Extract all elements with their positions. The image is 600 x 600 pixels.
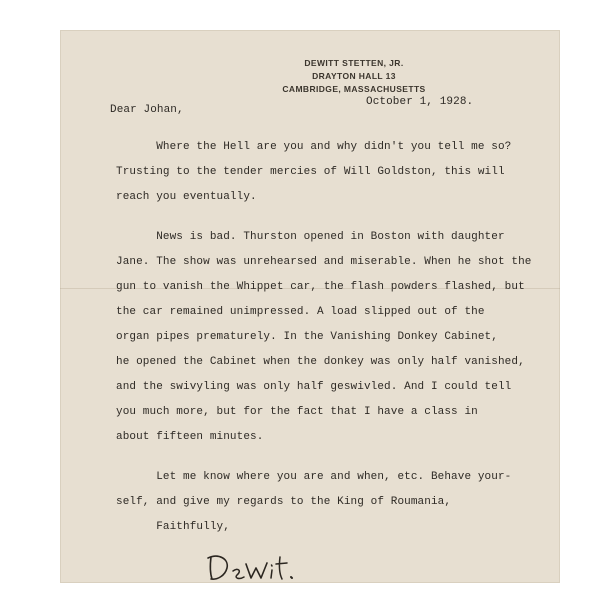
body-line: Let me know where you are and when, etc. Behave your-: [116, 471, 512, 483]
body-line: about fifteen minutes.: [116, 431, 264, 443]
body-line: and the swivyling was only half geswivled. And I could tell: [116, 381, 512, 393]
body-line: organ pipes prematurely. In the Vanishing Donkey Cabinet,: [116, 331, 498, 343]
body-line: you much more, but for the fact that I have a class in: [116, 406, 478, 418]
body-line: the car remained unimpressed. A load slipped out of the: [116, 306, 485, 318]
body-line: Jane. The show was unrehearsed and miserable. When he shot the: [116, 256, 532, 268]
body-line: Where the Hell are you and why didn't you tell me so?: [116, 141, 512, 153]
letterhead-address-line-2: CAMBRIDGE, MASSACHUSETTS: [282, 84, 426, 94]
body-line: Trusting to the tender mercies of Will Goldston, this will: [116, 166, 505, 178]
body-line: News is bad. Thurston opened in Boston with daughter: [116, 231, 505, 243]
body-line: he opened the Cabinet when the donkey was only half vanished,: [116, 356, 525, 368]
letterhead-name: DEWITT STETTEN, JR.: [304, 58, 404, 68]
salutation: Dear Johan,: [110, 104, 184, 116]
letter-page: [60, 30, 560, 583]
handwritten-signature: [205, 549, 325, 583]
letter-date: October 1, 1928.: [366, 96, 474, 108]
body-line: reach you eventually.: [116, 191, 257, 203]
letterhead-address-line-1: DRAYTON HALL 13: [312, 71, 396, 81]
body-line: self, and give my regards to the King of Roumania,: [116, 496, 452, 508]
body-line: gun to vanish the Whippet car, the flash powders flashed, but: [116, 281, 525, 293]
closing: Faithfully,: [116, 521, 230, 533]
